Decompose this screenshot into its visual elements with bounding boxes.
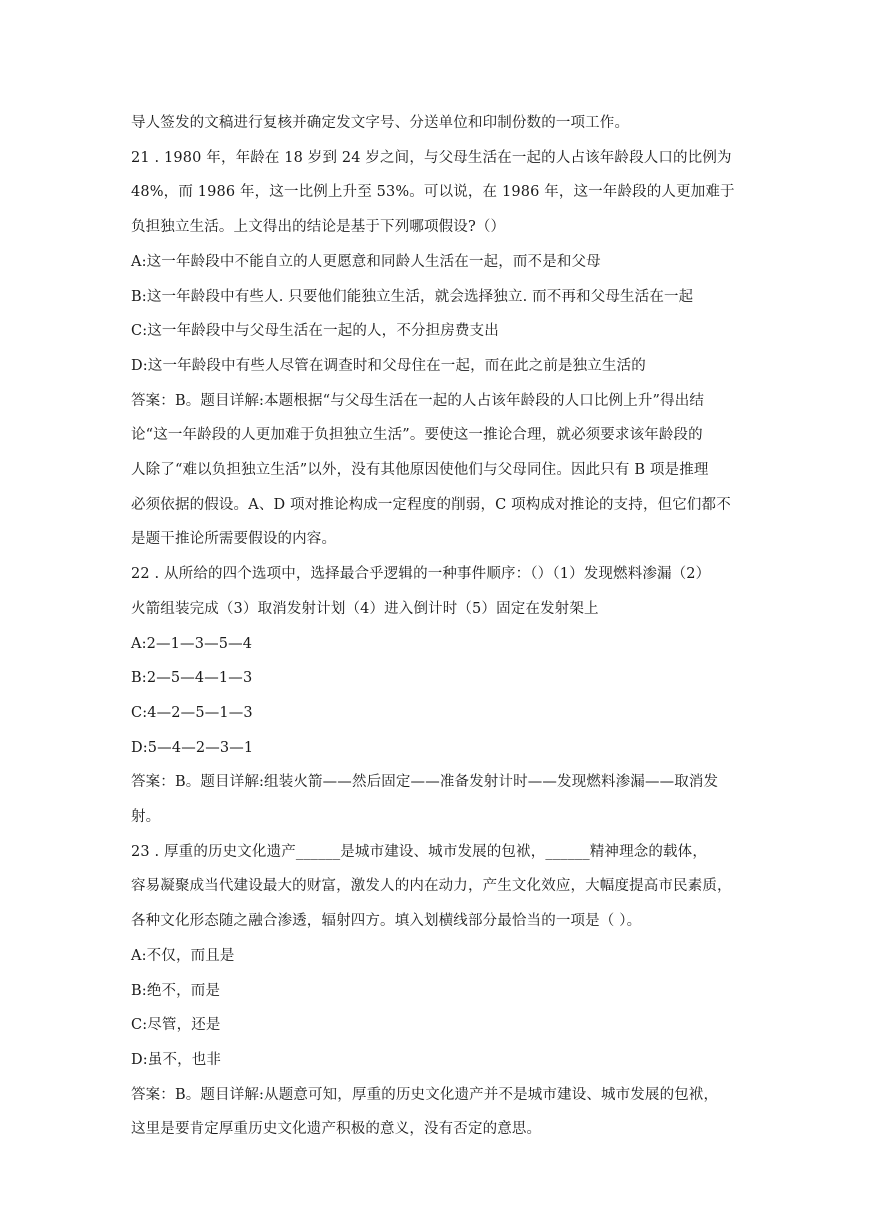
question-23-option-a: A:不仅，而且是 bbox=[131, 947, 235, 964]
question-21-answer: 是题干推论所需要假设的内容。 bbox=[131, 531, 337, 548]
question-23-answer: 答案：B。题目详解:从题意可知，厚重的历史文化遗产并不是城市建设、城市发展的包袱， bbox=[131, 1086, 719, 1103]
question-22-option-c: C:4—2—5—1—3 bbox=[131, 704, 253, 721]
question-22-option-a: A:2—1—3—5—4 bbox=[131, 635, 253, 652]
question-23-option-b: B:绝不，而是 bbox=[131, 982, 221, 999]
question-22-answer: 射。 bbox=[131, 809, 161, 826]
question-23-stem: 各种文化形态随之融合渗透，辐射四方。填入划横线部分最恰当的一项是（ ）。 bbox=[131, 913, 642, 930]
question-21-answer: 必须依据的假设。A、D 项对推论构成一定程度的削弱，C 项构成对推论的支持，但它们都不 bbox=[131, 496, 731, 513]
question-23-stem: 23 . 厚重的历史文化遗产______是城市建设、城市发展的包袱，______精神理念的载体， bbox=[131, 843, 707, 860]
question-21-option-d: D:这一年龄段中有些人尽管在调查时和父母住在一起，而在此之前是独立生活的 bbox=[131, 357, 646, 374]
question-21-answer: 人除了“难以负担独立生活”以外，没有其他原因使他们与父母同住。因此只有 B 项是推理 bbox=[131, 462, 709, 479]
question-21-option-c: C:这一年龄段中与父母生活在一起的人，不分担房费支出 bbox=[131, 323, 499, 340]
question-22-answer: 答案：B。题目详解:组装火箭——然后固定——准备发射计时——发现燃料渗漏——取消发 bbox=[131, 774, 719, 791]
question-23-option-d: D:虽不，也非 bbox=[131, 1051, 222, 1068]
text-line: 导人签发的文稿进行复核并确定发文字号、分送单位和印制份数的一项工作。 bbox=[131, 115, 630, 131]
question-23-option-c: C:尽管，还是 bbox=[131, 1017, 221, 1034]
question-21-answer: 答案：B。题目详解:本题根据“与父母生活在一起的人占该年龄段的人口比例上升”得出结 bbox=[131, 392, 705, 409]
question-21-answer: 论“这一年龄段的人更加难于负担独立生活”。要使这一推论合理，就必须要求该年龄段的 bbox=[131, 427, 703, 444]
document-body bbox=[131, 106, 751, 1147]
question-21-stem: 21 . 1980 年，年龄在 18 岁到 24 岁之间，与父母生活在一起的人占该年龄段人口的比例为 bbox=[131, 149, 732, 166]
question-21-stem: 48%，而 1986 年，这一比例上升至 53%。可以说，在 1986 年，这一年龄段的人更加难于 bbox=[131, 184, 735, 201]
question-21-stem: 负担独立生活。上文得出的结论是基于下列哪项假设?（） bbox=[131, 219, 506, 236]
question-22-stem: 22 . 从所给的四个选项中，选择最合乎逻辑的一种事件顺序：（）（1）发现燃料渗漏（2） bbox=[131, 566, 711, 583]
question-22-option-d: D:5—4—2—3—1 bbox=[131, 739, 254, 756]
question-21-option-a: A:这一年龄段中不能自立的人更愿意和同龄人生活在一起，而不是和父母 bbox=[131, 253, 601, 270]
question-22-option-b: B:2—5—4—1—3 bbox=[131, 670, 253, 687]
question-23-answer: 这里是要肯定厚重历史文化遗产积极的意义，没有否定的意思。 bbox=[131, 1121, 542, 1138]
question-22-stem: 火箭组装完成（3）取消发射计划（4）进入倒计时（5）固定在发射架上 bbox=[131, 600, 599, 617]
question-21-option-b: B:这一年龄段中有些人. 只要他们能独立生活，就会选择独立. 而不再和父母生活在一起 bbox=[131, 288, 694, 305]
question-23-stem: 容易凝聚成当代建设最大的财富，激发人的内在动力，产生文化效应，大幅度提高市民素质， bbox=[131, 878, 732, 895]
